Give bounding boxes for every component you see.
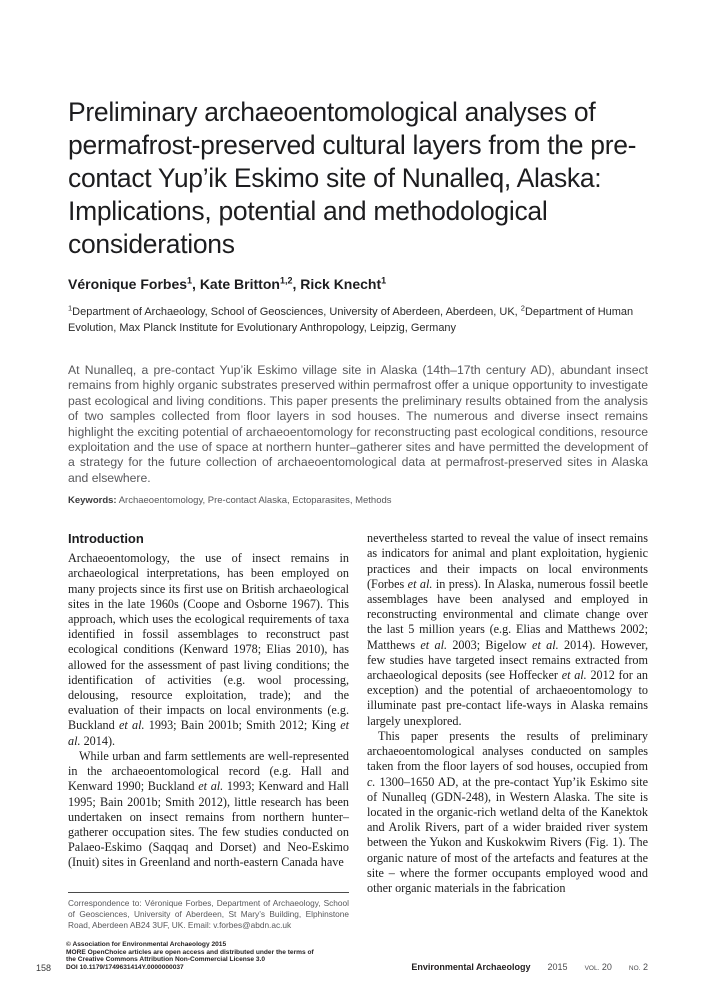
- body-paragraph: This paper presents the results of preliminary archaeoentomological analyses conducted on samples taken from the floor layers of sod houses, occupied from c. 1300–1650 AD, at the pre-contact Yup’ik Eskimo site of Nunalleq (GDN-248), in Western Alaska. The site is located in the organic-rich wetland delta of the Kanektok and Arolik Rivers, part of a wider braided river system between the Yukon and Kuskokwim Rivers (Fig. 1). The organic nature of most of the artefacts and features at the site – where the former occupants employed wood and other organic materials in the fabrication: [367, 728, 648, 895]
- doi-line: DOI 10.1179/1749631414Y.0000000037: [66, 964, 184, 972]
- page-content: [68, 0, 648, 931]
- license-line-1: MORE OpenChoice articles are open access and distributed under the terms of: [66, 948, 314, 956]
- correspondence-note: Correspondence to: Véronique Forbes, Department of Archaeology, School of Geosciences, University of Aberdeen, St Mary’s Building, Elphinstone Road, Aberdeen AB24 3UF, UK. Email: v.forbes@abdn.ac.uk: [68, 892, 349, 931]
- left-column-text: [68, 551, 349, 870]
- journal-info: [411, 962, 648, 972]
- footer-left: [36, 941, 314, 972]
- page-footer: [36, 941, 648, 972]
- journal-year: 2015: [547, 962, 568, 972]
- imprint-block: [66, 941, 314, 972]
- license-line-2: the Creative Commons Attribution Non-Commercial License 3.0: [66, 956, 266, 964]
- body-paragraph: While urban and farm settlements are well-represented in the archaeoentomological record (e.g. Hall and Kenward 1990; Buckland et al. 1993; Kenward and Hall 1995; Bain 2001b; Smith 2012), little research has been undertaken on insect remains from northern hunter–gatherer occupation sites. The few studies conducted on Palaeo-Eskimo (Saqqaq and Dorset) and Neo-Eskimo (Inuit) sites in Greenland and north-eastern Canada have: [68, 748, 350, 870]
- volume-number: 20: [601, 962, 612, 972]
- keywords-line: [68, 495, 648, 506]
- article-title: Preliminary archaeoentomological analyses of permafrost-preserved cultural layers from the pre-contact Yup’ik Eskimo site of Nunalleq, Alaska: Implications, potential and methodological considerations: [68, 97, 637, 259]
- page-number: 158: [36, 963, 52, 973]
- body-paragraph: nevertheless started to reveal the value of insect remains as indicators for animal and plant exploitation, hygienic practices and their impacts on local environments (Forbes et al. in press). In Alaska, numerous fossil beetle assemblages have been analysed and employed in reconstructing environmental and climate change over the last 5 million years (e.g. Elias and Matthews 2002; Matthews et al. 2003; Bigelow et al. 2014). However, few studies have targeted insect remains extracted from archaeological deposits (see Hoffecker et al. 2012 for an exception) and the potential of archaeoentomology to illuminate past pre-contact life-ways in Alaska remains largely unexplored.: [367, 531, 648, 728]
- author-line: Véronique Forbes$^1$, Kate Britton$^{1,2}$, Rick Knecht$^1$: [68, 275, 387, 292]
- keywords-text: Archaeoentomology, Pre-contact Alaska, Ectoparasites, Methods: [118, 495, 392, 507]
- affiliations: $^1$Department of Archaeology, School of Geosciences, University of Aberdeen, Aberdeen, UK, $^2$Department of Human Evolution, Max Planck Institute for Evolutionary Anthropology, Leipzig, Germany: [68, 303, 634, 334]
- section-heading-introduction: Introduction: [68, 531, 144, 547]
- journal-volume: [585, 962, 612, 972]
- journal-name: Environmental Archaeology: [411, 962, 531, 972]
- issue-label: NO.: [628, 965, 641, 972]
- issue-number: 2: [642, 962, 648, 972]
- body-columns: [68, 531, 648, 931]
- volume-label: VOL.: [584, 965, 600, 972]
- body-paragraph: Archaeoentomology, the use of insect remains in archaeological interpretations, has been employed on many projects since its first use on British archaeological sites in the late 1960s (Coope and Osborne 1967). This approach, which uses the ecological requirements of taxa identified in fossil assemblages to reconstruct past ecological conditions (Kenward 1978; Elias 2010), has allowed for the assessment of past living conditions; the identification of activities (e.g. wool processing, delousing, resource exploitation, trade); and the evaluation of their impacts on local environments (e.g. Buckland et al. 1993; Bain 2001b; Smith 2012; King et al. 2014).: [68, 551, 349, 748]
- right-column: [367, 531, 648, 931]
- copyright-line: © Association for Environmental Archaeology 2015: [66, 940, 227, 948]
- right-column-text: [367, 531, 648, 896]
- keywords-label: Keywords:: [68, 495, 117, 507]
- abstract: At Nunalleq, a pre-contact Yup’ik Eskimo village site in Alaska (14th–17th century AD), abundant insect remains from highly organic substrates preserved within permafrost offer a unique opportunity to investigate past ecological and living conditions. This paper presents the preliminary results obtained from the analysis of two samples collected from floor layers in sod houses. The numerous and diverse insect remains highlight the exciting potential of archaeoentomology for reconstructing past ecological conditions, resource exploitation and the use of space at northern hunter–gatherer sites and have permitted the development of a strategy for the future collection of archaeoentomological data at permafrost-preserved sites in Alaska and elsewhere.: [68, 363, 648, 485]
- left-column: [68, 531, 349, 931]
- journal-issue: [629, 962, 648, 972]
